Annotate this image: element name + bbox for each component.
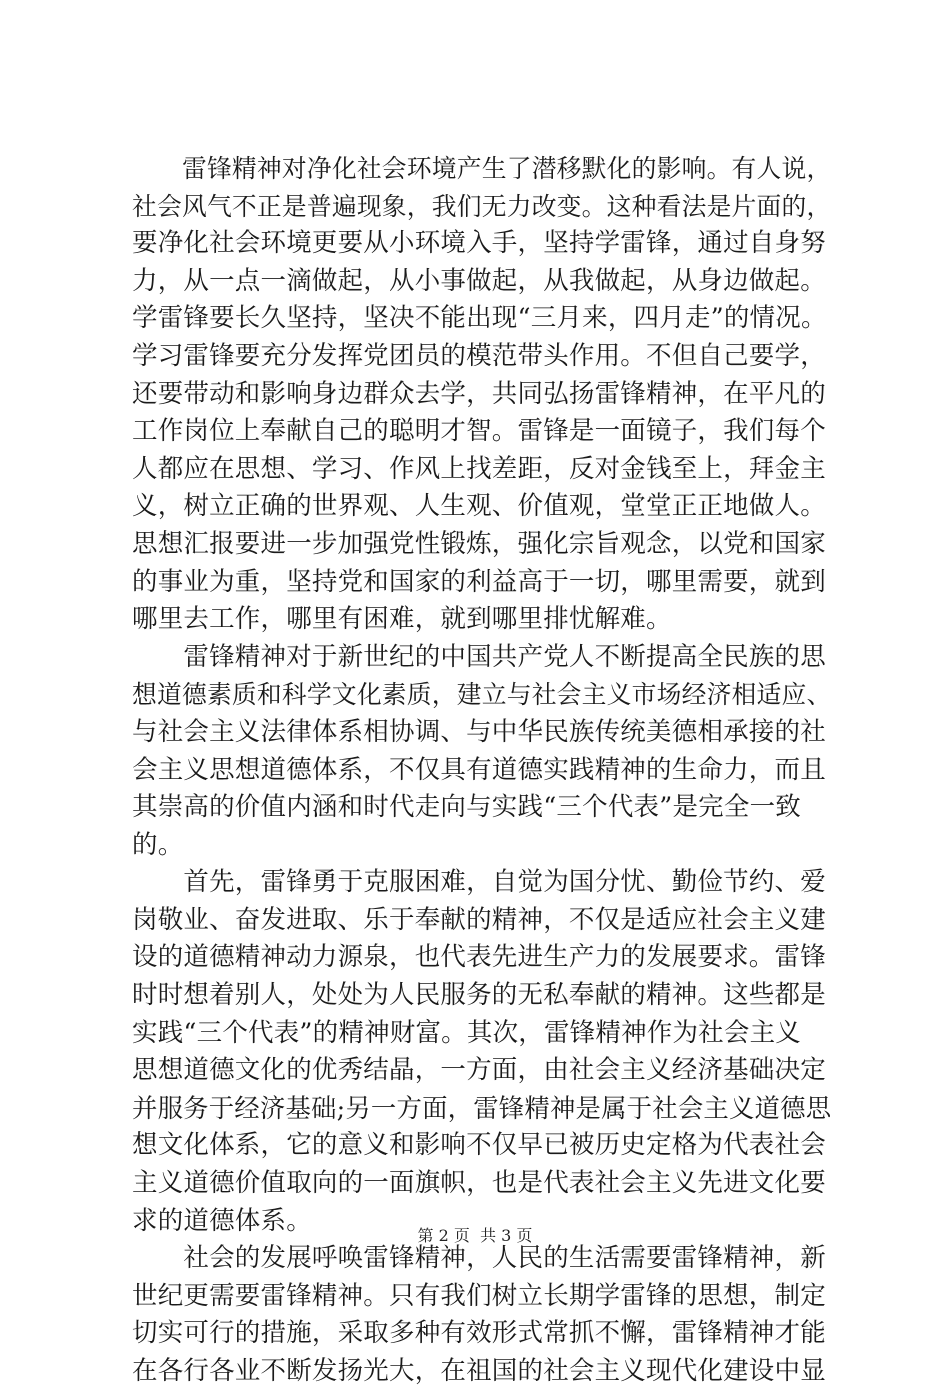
text-line: 并服务于经济基础;另一方面，雷锋精神是属于社会主义道德思 [132, 1092, 832, 1123]
text-line: 切实可行的措施，采取多种有效形式常抓不懈，雷锋精神才能 [132, 1318, 826, 1349]
text-line: 义，树立正确的世界观、人生观、价值观，堂堂正正地做人。 [132, 491, 826, 522]
text-line: 雷锋精神对净化社会环境产生了潜移默化的影响。有人说， [132, 154, 832, 183]
text-line: 首先，雷锋勇于克服困难，自觉为国分忧、勤俭节约、爱 [132, 867, 826, 898]
text-line: 其崇高的价值内涵和时代走向与实践“三个代表”是完全一致 [132, 792, 801, 823]
text-line: 人都应在思想、学习、作风上找差距，反对金钱至上，拜金主 [132, 453, 826, 484]
text-line: 设的道德精神动力源泉，也代表先进生产力的发展要求。雷锋 [132, 942, 826, 973]
text-line: 岗敬业、奋发进取、乐于奉献的精神，不仅是适应社会主义建 [132, 904, 826, 935]
text-line: 还要带动和影响身边群众去学，共同弘扬雷锋精神，在平凡的 [132, 378, 826, 409]
text-line: 要净化社会环境更要从小环境入手，坚持学雷锋，通过自身努 [132, 228, 826, 259]
text-line: 想道德素质和科学文化素质，建立与社会主义市场经济相适应、 [132, 680, 832, 710]
text-line: 与社会主义法律体系相协调、与中华民族传统美德相承接的社 [132, 716, 826, 747]
text-line: 世纪更需要雷锋精神。只有我们树立长期学雷锋的思想，制定 [132, 1280, 826, 1311]
text-line: 雷锋精神对于新世纪的中国共产党人不断提高全民族的思 [132, 641, 826, 672]
text-line: 的。 [132, 829, 184, 860]
text-line: 在各行各业不断发扬光大，在祖国的社会主义现代化建设中显 [132, 1356, 826, 1386]
text-line: 思想道德文化的优秀结晶，一方面，由社会主义经济基础决定 [132, 1055, 826, 1086]
text-line: 学习雷锋要充分发挥党团员的模范带头作用。不但自己要学， [132, 340, 826, 371]
text-line: 学雷锋要长久坚持，坚决不能出现“三月来，四月走”的情况。 [132, 303, 827, 334]
text-line: 主义道德价值取向的一面旗帜，也是代表社会主义先进文化要 [132, 1168, 826, 1199]
text-line: 社会的发展呼唤雷锋精神，人民的生活需要雷锋精神，新 [132, 1243, 826, 1274]
text-line: 求的道德体系。 [132, 1205, 312, 1236]
text-line: 力，从一点一滴做起，从小事做起，从我做起，从身边做起。 [132, 265, 826, 296]
text-line: 想文化体系，它的意义和影响不仅早已被历史定格为代表社会 [132, 1130, 826, 1161]
text-line: 社会风气不正是普遍现象，我们无力改变。这种看法是片面的， [132, 191, 832, 221]
text-line: 哪里去工作，哪里有困难，就到哪里排忧解难。 [132, 604, 672, 635]
text-line: 会主义思想道德体系，不仅具有道德实践精神的生命力，而且 [132, 754, 826, 785]
page-number-footer: 第 2 页 共 3 页 [417, 1226, 533, 1245]
text-line: 思想汇报要进一步加强党性锻炼，强化宗旨观念，以党和国家 [132, 528, 826, 559]
text-line: 的事业为重，坚持党和国家的利益高于一切，哪里需要，就到 [132, 566, 826, 597]
document-body [132, 150, 832, 1391]
text-line: 实践“三个代表”的精神财富。其次，雷锋精神作为社会主义 [132, 1017, 801, 1048]
text-line: 工作岗位上奉献自己的聪明才智。雷锋是一面镜子，我们每个 [132, 416, 826, 447]
text-line: 时时想着别人，处处为人民服务的无私奉献的精神。这些都是 [132, 980, 826, 1011]
